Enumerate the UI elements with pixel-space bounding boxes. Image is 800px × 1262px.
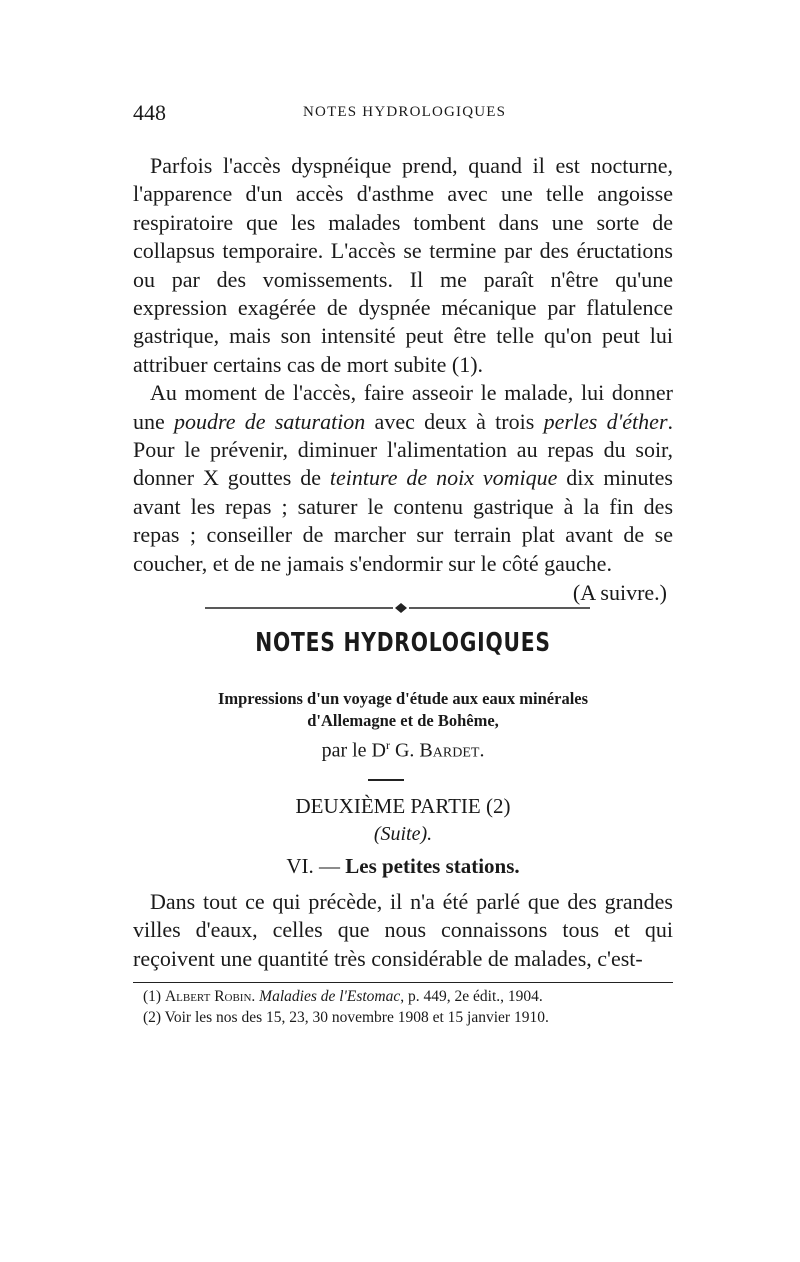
footnote-1-author: Albert Robin [164,988,252,1005]
main-text-block [133,152,673,608]
byline-prefix: par le D [321,739,386,762]
part-title: DEUXIÈME PARTIE (2) [295,794,511,818]
article-subtitle [133,688,673,732]
part-heading [133,792,673,848]
a-suivre-note: (A suivre.) [572,580,667,606]
byline-superscript: r [385,738,390,752]
treatment-text-2: avec deux à trois [365,408,544,434]
treatment-text-4: dix minutes avant les repas ; saturer le contenu gastrique à la fin des repas ; conseiller de marcher sur terrain plat avant de se coucher, et de ne jamais s'endormir sur le côté gauche. [133,465,673,576]
footnote-1-rest: , p. 449, 2e édit., 1904. [400,988,543,1005]
treatment-text-3: . Pour le prévenir, diminuer l'alimentation au repas du soir, donner X gouttes de [133,408,673,491]
footnote-1-number: (1) [143,988,165,1005]
subtitle-line-2: d'Allemagne et de Bohême, [307,711,499,730]
footnote-2: (2) Voir les nos des 15, 23, 30 novembre 1908 et 15 janvier 1910. [143,1009,549,1026]
footnotes [133,986,673,1028]
paragraph-dyspnea: Parfois l'accès dyspnéique prend, quand il est nocturne, l'apparence d'un accès d'asthme avec une telle angoisse respiratoire que les malades tombent dans une sorte de collapsus temporaire. L'accès se termine par des éructations ou par des vomissements. Il me paraît n'être qu'une expression exagérée de dyspnée mécanique par flatulence gastrique, mais son intensité peut être telle qu'on peut lui attribuer certains cas de mort subite (1). [133,153,673,377]
byline-author: G. Bardet [394,739,480,762]
ornament-diamond [395,603,407,613]
ornament-divider [205,602,590,614]
footnote-1 [133,986,673,1007]
byline [133,738,673,763]
subtitle-line-1: Impressions d'un voyage d'étude aux eaux minérales [217,689,589,708]
footnote-1-sep: . [251,988,260,1005]
stations-text-block [133,888,673,973]
page-number: 448 [133,100,166,125]
treatment-italic-3: teinture de noix vomique [329,465,558,491]
chapter-number: VI. — [286,854,346,878]
treatment-text-1: Au moment de l'accès, faire asseoir le malade, lui donner une [133,380,673,434]
running-head [133,100,673,140]
treatment-italic-1: poudre de saturation [174,408,366,434]
chapter-heading [133,854,673,879]
byline-end: . [479,739,485,762]
part-suite: (Suite). [373,823,433,845]
short-rule [368,779,404,781]
footnote-rule [133,982,673,983]
section-title: NOTES HYDROLOGIQUES [255,628,551,658]
paragraph-stations: Dans tout ce qui précède, il n'a été parlé que des grandes villes d'eaux, celles que nous connaissons tous et qui reçoivent une quantité très considérable de malades, c'est- [133,889,673,971]
paragraph-treatment [133,379,673,578]
chapter-title: Les petites stations. [345,854,520,878]
treatment-italic-2: perles d'éther [543,408,668,434]
footnote-1-title: Maladies de l'Estomac [259,988,401,1005]
running-head-title: NOTES HYDROLOGIQUES [303,104,507,120]
